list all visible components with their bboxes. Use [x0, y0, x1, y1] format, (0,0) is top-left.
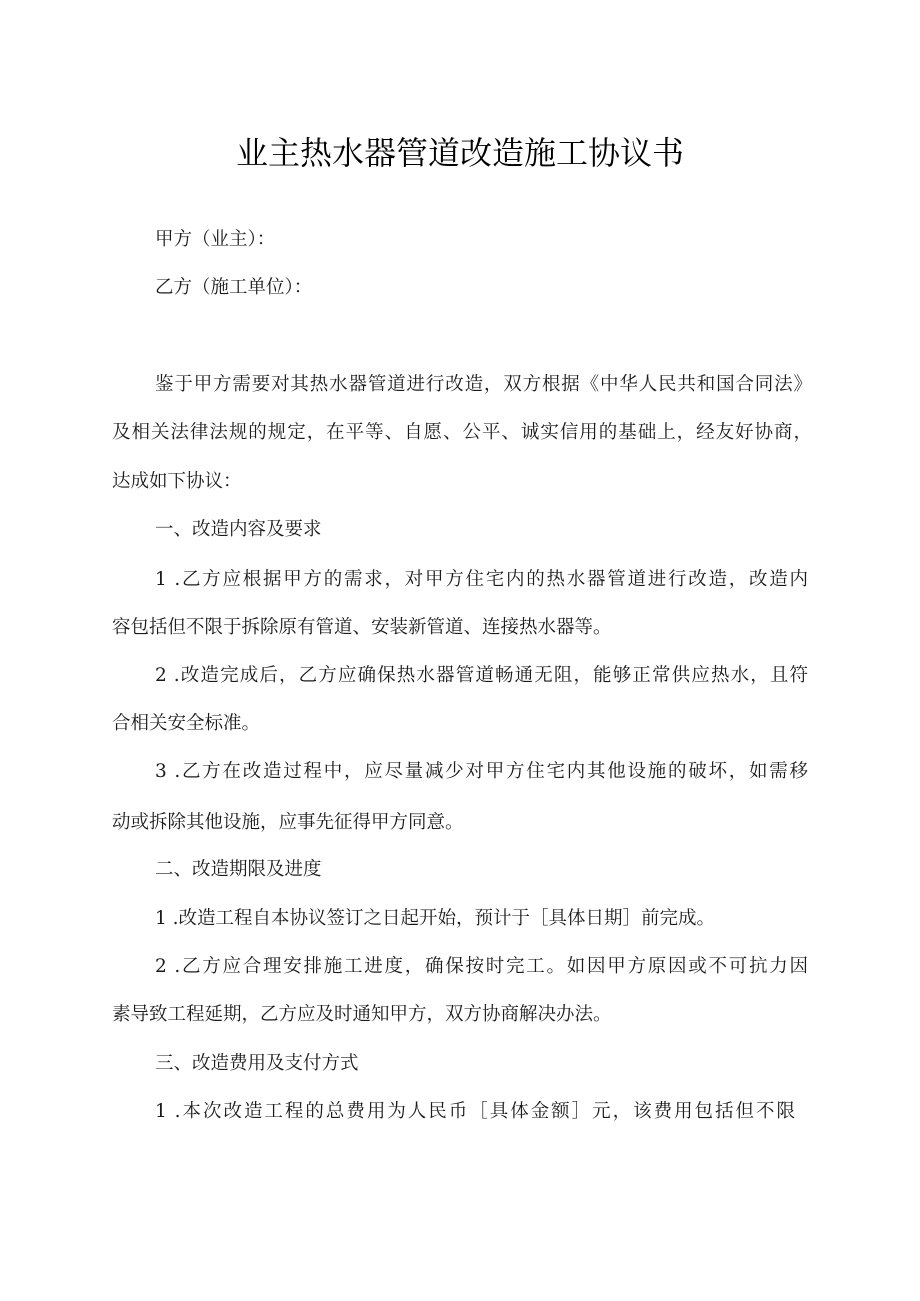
section-1-item-3-line-1: 3 .乙方在改造过程中，应尽量减少对甲方住宅内其他设施的破坏，如需移 — [155, 761, 808, 782]
section-1-item-1-line-1: 1 .乙方应根据甲方的需求，对甲方住宅内的热水器管道进行改造，改造内 — [155, 569, 808, 590]
section-1-heading: 一、改造内容及要求 — [155, 519, 322, 540]
section-1-item-2-line-1: 2 .改造完成后，乙方应确保热水器管道畅通无阻，能够正常供应热水，且符 — [155, 665, 808, 686]
section-2-item-1: 1 .改造工程自本协议签订之日起开始，预计于［具体日期］前完成。 — [155, 908, 716, 929]
party-b-label: 乙方（施工单位）： — [155, 277, 313, 298]
section-3-item-1-line-1: 1 .本次改造工程的总费用为人民币［具体金额］元，该费用包括但不限 — [155, 1101, 795, 1122]
preamble-line-2: 及相关法律法规的规定，在平等、自愿、公平、诚实信用的基础上，经友好协商， — [112, 422, 812, 443]
preamble-line-1: 鉴于甲方需要对其热水器管道进行改造，双方根据《中华人民共和国合同法》 — [155, 374, 812, 395]
section-2-item-2-line-2: 素导致工程延期，乙方应及时通知甲方，双方协商解决办法。 — [112, 1004, 612, 1025]
section-2-item-2-line-1: 2 .乙方应合理安排施工进度，确保按时完工。如因甲方原因或不可抗力因 — [155, 956, 808, 977]
preamble-line-3: 达成如下协议： — [112, 471, 242, 492]
party-a-label: 甲方（业主）： — [155, 229, 276, 250]
section-2-heading: 二、改造期限及进度 — [155, 859, 322, 880]
document-title: 业主热水器管道改造施工协议书 — [235, 134, 684, 172]
section-1-item-2-line-2: 合相关安全标准。 — [112, 713, 261, 734]
section-3-heading: 三、改造费用及支付方式 — [155, 1053, 359, 1074]
section-1-item-3-line-2: 动或拆除其他设施，应事先征得甲方同意。 — [112, 812, 464, 833]
section-1-item-1-line-2: 容包括但不限于拆除原有管道、安装新管道、连接热水器等。 — [112, 617, 612, 638]
